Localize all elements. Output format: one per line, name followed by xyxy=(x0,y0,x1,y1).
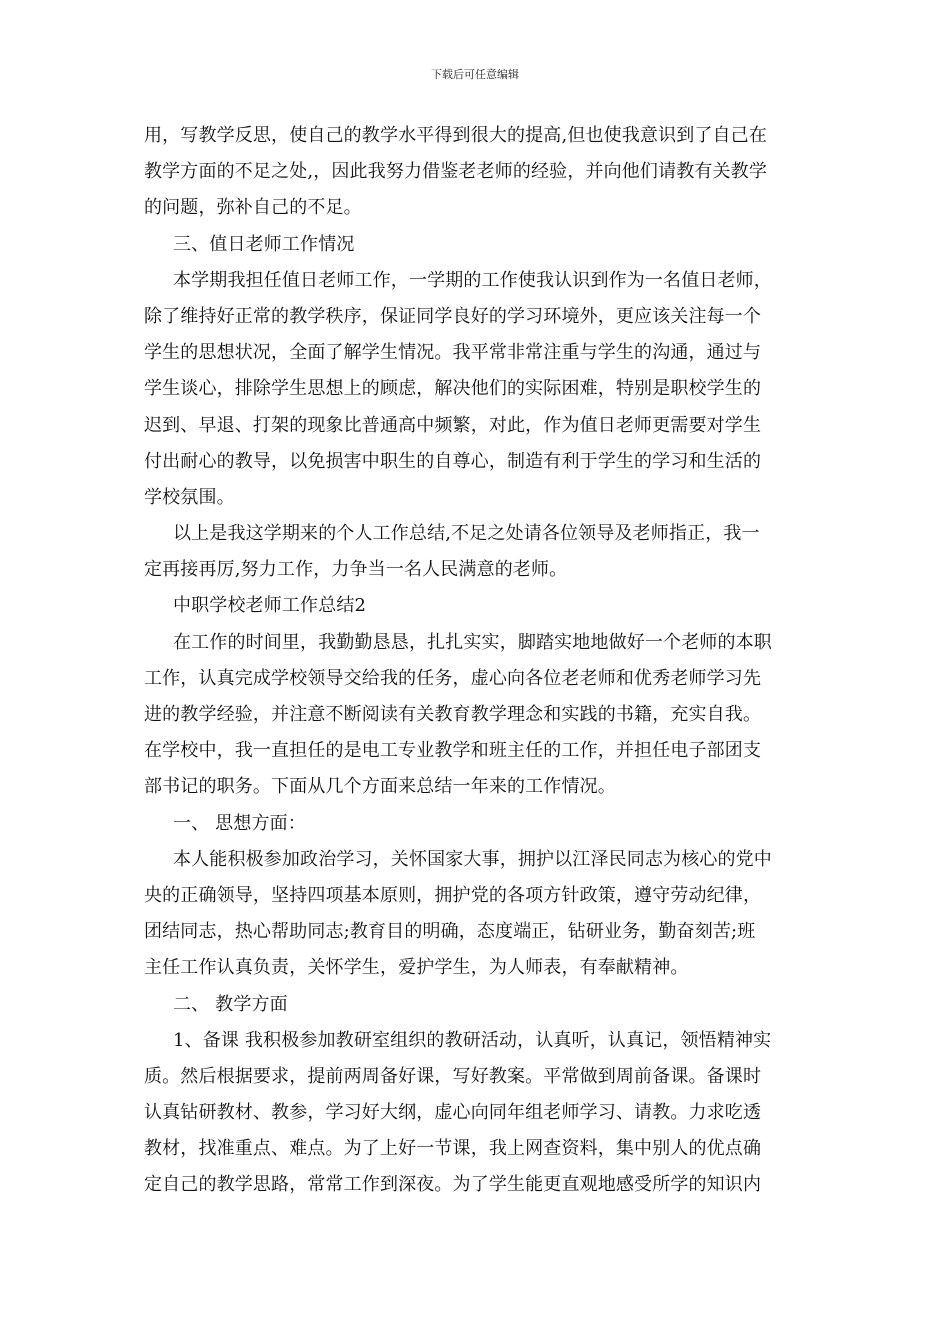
page-header: 下载后可任意编辑 xyxy=(431,68,519,81)
text-line: 团结同志，热心帮助同志;教育目的明确，态度端正，钻研业务，勤奋刻苦;班 xyxy=(144,921,756,943)
text-line: 除了维持好正常的教学秩序，保证同学良好的学习环境外，更应该关注每一个 xyxy=(144,305,762,327)
text-line: 本人能积极参加政治学习，关怀国家大事，拥护以江泽民同志为核心的党中 xyxy=(173,848,772,870)
text-line: 教材，找准重点、难点。为了上好一节课，我上网查资料，集中别人的优点确 xyxy=(144,1138,762,1160)
text-line: 主任工作认真负责，关怀学生，爱护学生，为人师表，有奉献精神。 xyxy=(144,957,689,979)
text-line: 以上是我这学期来的个人工作总结,不足之处请各位领导及老师指正，我一 xyxy=(173,523,760,545)
text-line: 学生谈心，排除学生思想上的顾虑，解决他们的实际困难，特别是职校学生的 xyxy=(144,378,762,400)
text-line: 1、备课 我积极参加教研室组织的教研活动，认真听，认真记，领悟精神实 xyxy=(173,1029,772,1051)
text-line: 部书记的职务。下面从几个方面来总结一年来的工作情况。 xyxy=(144,776,616,798)
text-line: 教学方面的不足之处,，因此我努力借鉴老老师的经验，并向他们请教有关教学 xyxy=(144,161,767,183)
text-line: 进的教学经验，并注意不断阅读有关教育教学理念和实践的书籍，充实自我。 xyxy=(144,704,762,725)
text-line: 在学校中，我一直担任的是电工专业教学和班主任的工作，并担任电子部团支 xyxy=(144,740,762,762)
text-line: 质。然后根据要求，提前两周备好课，写好教案。平常做到周前备课。备课时 xyxy=(144,1065,762,1087)
text-line: 的问题，弥补自己的不足。 xyxy=(144,197,362,219)
text-line: 本学期我担任值日老师工作，一学期的工作使我认识到作为一名值日老师， xyxy=(173,269,772,291)
text-line: 认真钻研教材、教参，学习好大纲，虚心向同年组老师学习、请教。力求吃透 xyxy=(144,1102,762,1124)
text-line: 学校氛围。 xyxy=(144,486,235,508)
text-line: 三、值日老师工作情况 xyxy=(173,233,355,255)
document-body xyxy=(144,118,812,1204)
text-line: 二、 教学方面 xyxy=(173,993,288,1015)
text-line: 迟到、早退、打架的现象比普通高中频繁，对此，作为值日老师更需要对学生 xyxy=(144,414,762,436)
text-line: 定自己的教学思路，常常工作到深夜。为了学生能更直观地感受所学的知识内 xyxy=(144,1174,762,1196)
text-line: 中职学校老师工作总结2 xyxy=(173,595,367,617)
text-line: 用，写教学反思，使自己的教学水平得到很大的提高,但也使我意识到了自己在 xyxy=(144,125,767,146)
text-line: 在工作的时间里，我勤勤恳恳，扎扎实实，脚踏实地地做好一个老师的本职 xyxy=(173,631,772,653)
text-line: 央的正确领导，坚持四项基本原则，拥护党的各项方针政策，遵守劳动纪律， xyxy=(144,884,762,906)
text-line: 工作，认真完成学校领导交给我的任务，虚心向各位老老师和优秀老师学习先 xyxy=(144,667,762,689)
text-line: 付出耐心的教导，以免损害中职生的自尊心，制造有利于学生的学习和生活的 xyxy=(144,450,762,472)
text-line: 定再接再厉,努力工作，力争当一名人民满意的老师。 xyxy=(144,559,568,581)
text-line: 学生的思想状况，全面了解学生情况。我平常非常注重与学生的沟通，通过与 xyxy=(144,342,762,364)
text-line: 一、 思想方面： xyxy=(173,812,306,834)
